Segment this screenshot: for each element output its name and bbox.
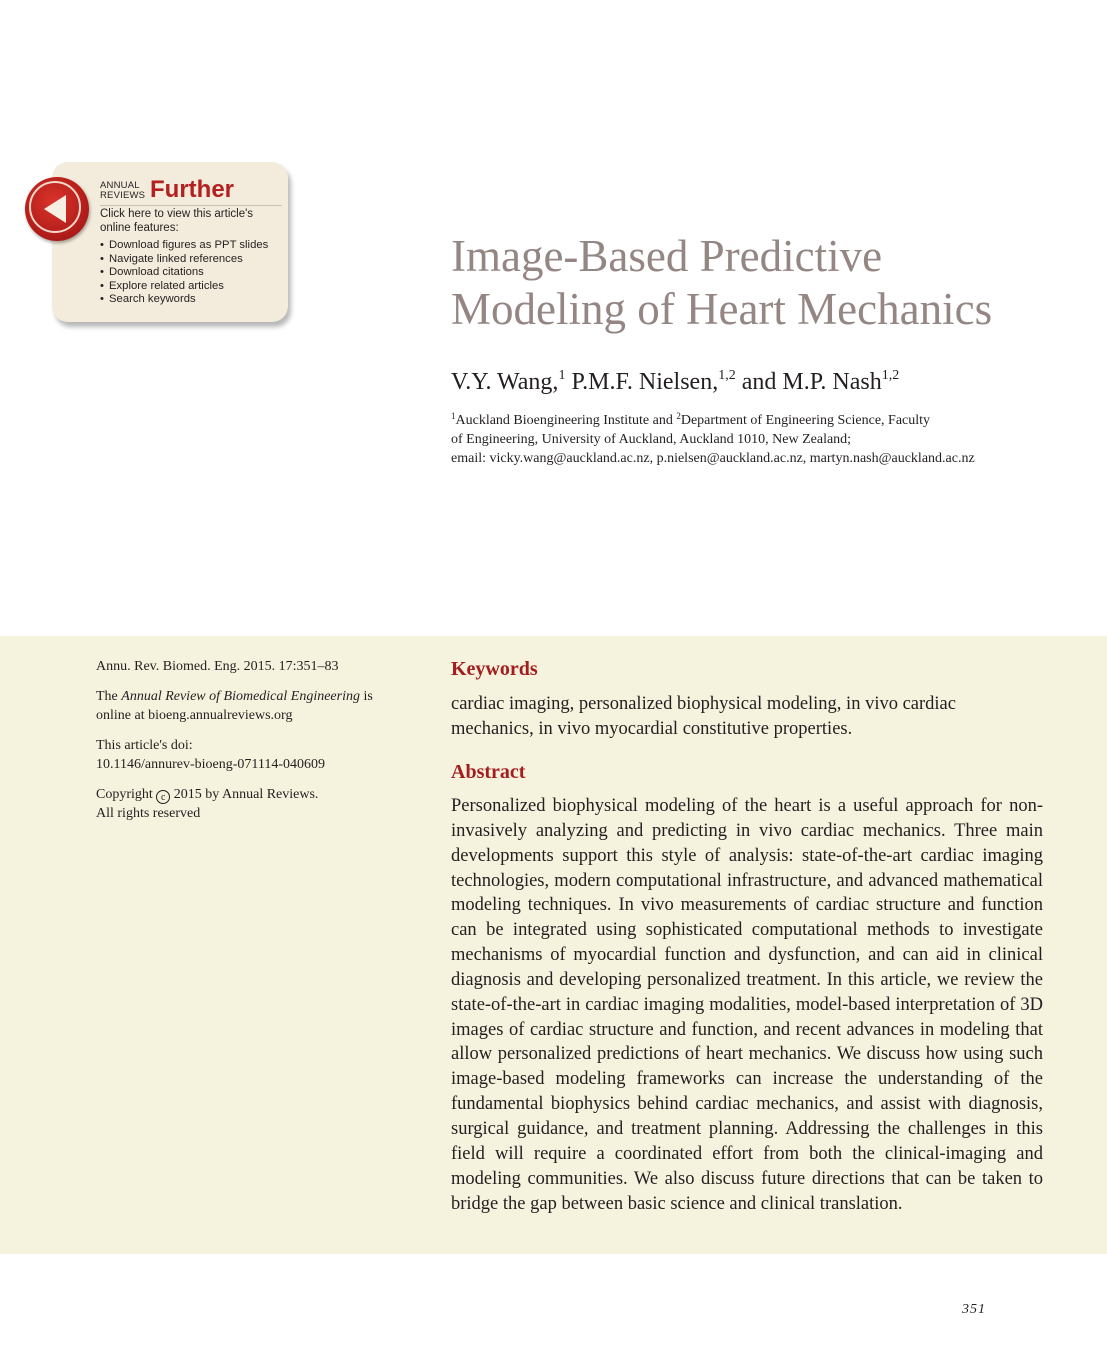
feature-item[interactable]: • Download figures as PPT slides [100, 239, 269, 251]
annual-reviews-logo: ANNUAL REVIEWS [100, 180, 146, 201]
further-features [100, 239, 282, 307]
further-divider [100, 205, 282, 206]
page-number: 351 [962, 1302, 986, 1317]
author-name: V.Y. Wang, [451, 369, 559, 395]
article-title [451, 230, 1071, 336]
article-info-sidebar [96, 657, 406, 834]
keywords-text: cardiac imaging, personalized biophysical modeling, in vivo cardiac mechanics, in vivo myocardial constitutive properties. [451, 694, 956, 739]
abstract-main [451, 655, 1043, 1216]
feature-item[interactable]: • Search keywords [100, 293, 196, 305]
journal-citation: Annu. Rev. Biomed. Eng. 2015. 17:351–83 [96, 659, 339, 674]
click-here-link[interactable]: Click here [100, 208, 152, 220]
feature-item[interactable]: • Navigate linked references [100, 252, 243, 265]
author-name: M.P. Nash [782, 369, 882, 395]
further-title: Further [150, 176, 234, 203]
abstract-text: Personalized biophysical modeling of the heart is a useful approach for noninvasively analyzing and predicting in vivo cardiac mechanics. Three main developments support this style of analysis: state-of-the-art cardiac imaging technologies, modern computational infrastructure, and advanced mathematical modeling techniques. In vivo measurements of cardiac structure and function can be integrated using sophisticated computational methods to investigate mechanisms of myocardial function and dysfunction, and can aid in clinical diagnosis and developing personalized treatment. In this article, we review the state-of-the-art in cardiac imaging modalities, model-based interpretation of 3D images of cardiac structure and function, and recent advances in modeling that allow personalized predictions of heart mechanics. We discuss how using such image-based modeling frameworks can increase the understanding of the fundamental biophysics behind cardiac mechanics, and assist with diagnosis, surgical guidance, and treatment planning. Addressing the challenges in this field will require a coordinated effort from both the clinical-imaging and modeling communities. We also discuss future directions that can be taken to bridge the gap between basic science and clinical translation. [451, 796, 1043, 1214]
doi-block: This article's doi: 10.1146/annurev-bioeng-071114-040609 [96, 738, 326, 772]
author-emails[interactable]: email: vicky.wang@auckland.ac.nz, p.nielsen@auckland.ac.nz, martyn.nash@auckland.ac.nz [451, 451, 975, 466]
affiliations [451, 411, 1091, 468]
further-header [100, 178, 280, 204]
title-line-1: Image-Based Predictive [451, 231, 883, 281]
author-affiliation-marker: 1,2 [881, 368, 900, 383]
author-name: P.M.F. Nielsen, [571, 369, 719, 395]
copyright-icon: c [156, 790, 170, 804]
journal-online: The Annual Review of Biomedical Engineering is online at bioeng.annualreviews.org [96, 689, 373, 723]
back-arrow-icon[interactable] [25, 177, 89, 241]
title-line-2: Modeling of Heart Mechanics [451, 284, 993, 334]
keywords-heading: Keywords [451, 658, 538, 680]
author-list [451, 366, 1071, 398]
affiliation-line: $^1$Auckland Bioengineering Institute and $^2$Department of Engineering Science, Faculty [451, 411, 931, 428]
doi-link[interactable]: 10.1146/annurev-bioeng-071114-040609 [96, 757, 326, 772]
affiliation-line: of Engineering, University of Auckland, Auckland 1010, New Zealand; [451, 432, 852, 447]
feature-item[interactable]: • Download citations [100, 266, 204, 278]
abstract-heading: Abstract [451, 761, 526, 783]
author-affiliation-marker: 1,2 [718, 368, 736, 383]
further-body [100, 208, 282, 307]
feature-item[interactable]: • Explore related articles [100, 279, 224, 292]
further-intro: Click here to view this article's online features: [100, 208, 254, 234]
copyright: Copyright c 2015 by Annual Reviews. All rights reserved [96, 787, 319, 821]
author-affiliation-marker: 1 [558, 368, 566, 383]
author-conjunction: and [741, 369, 777, 395]
